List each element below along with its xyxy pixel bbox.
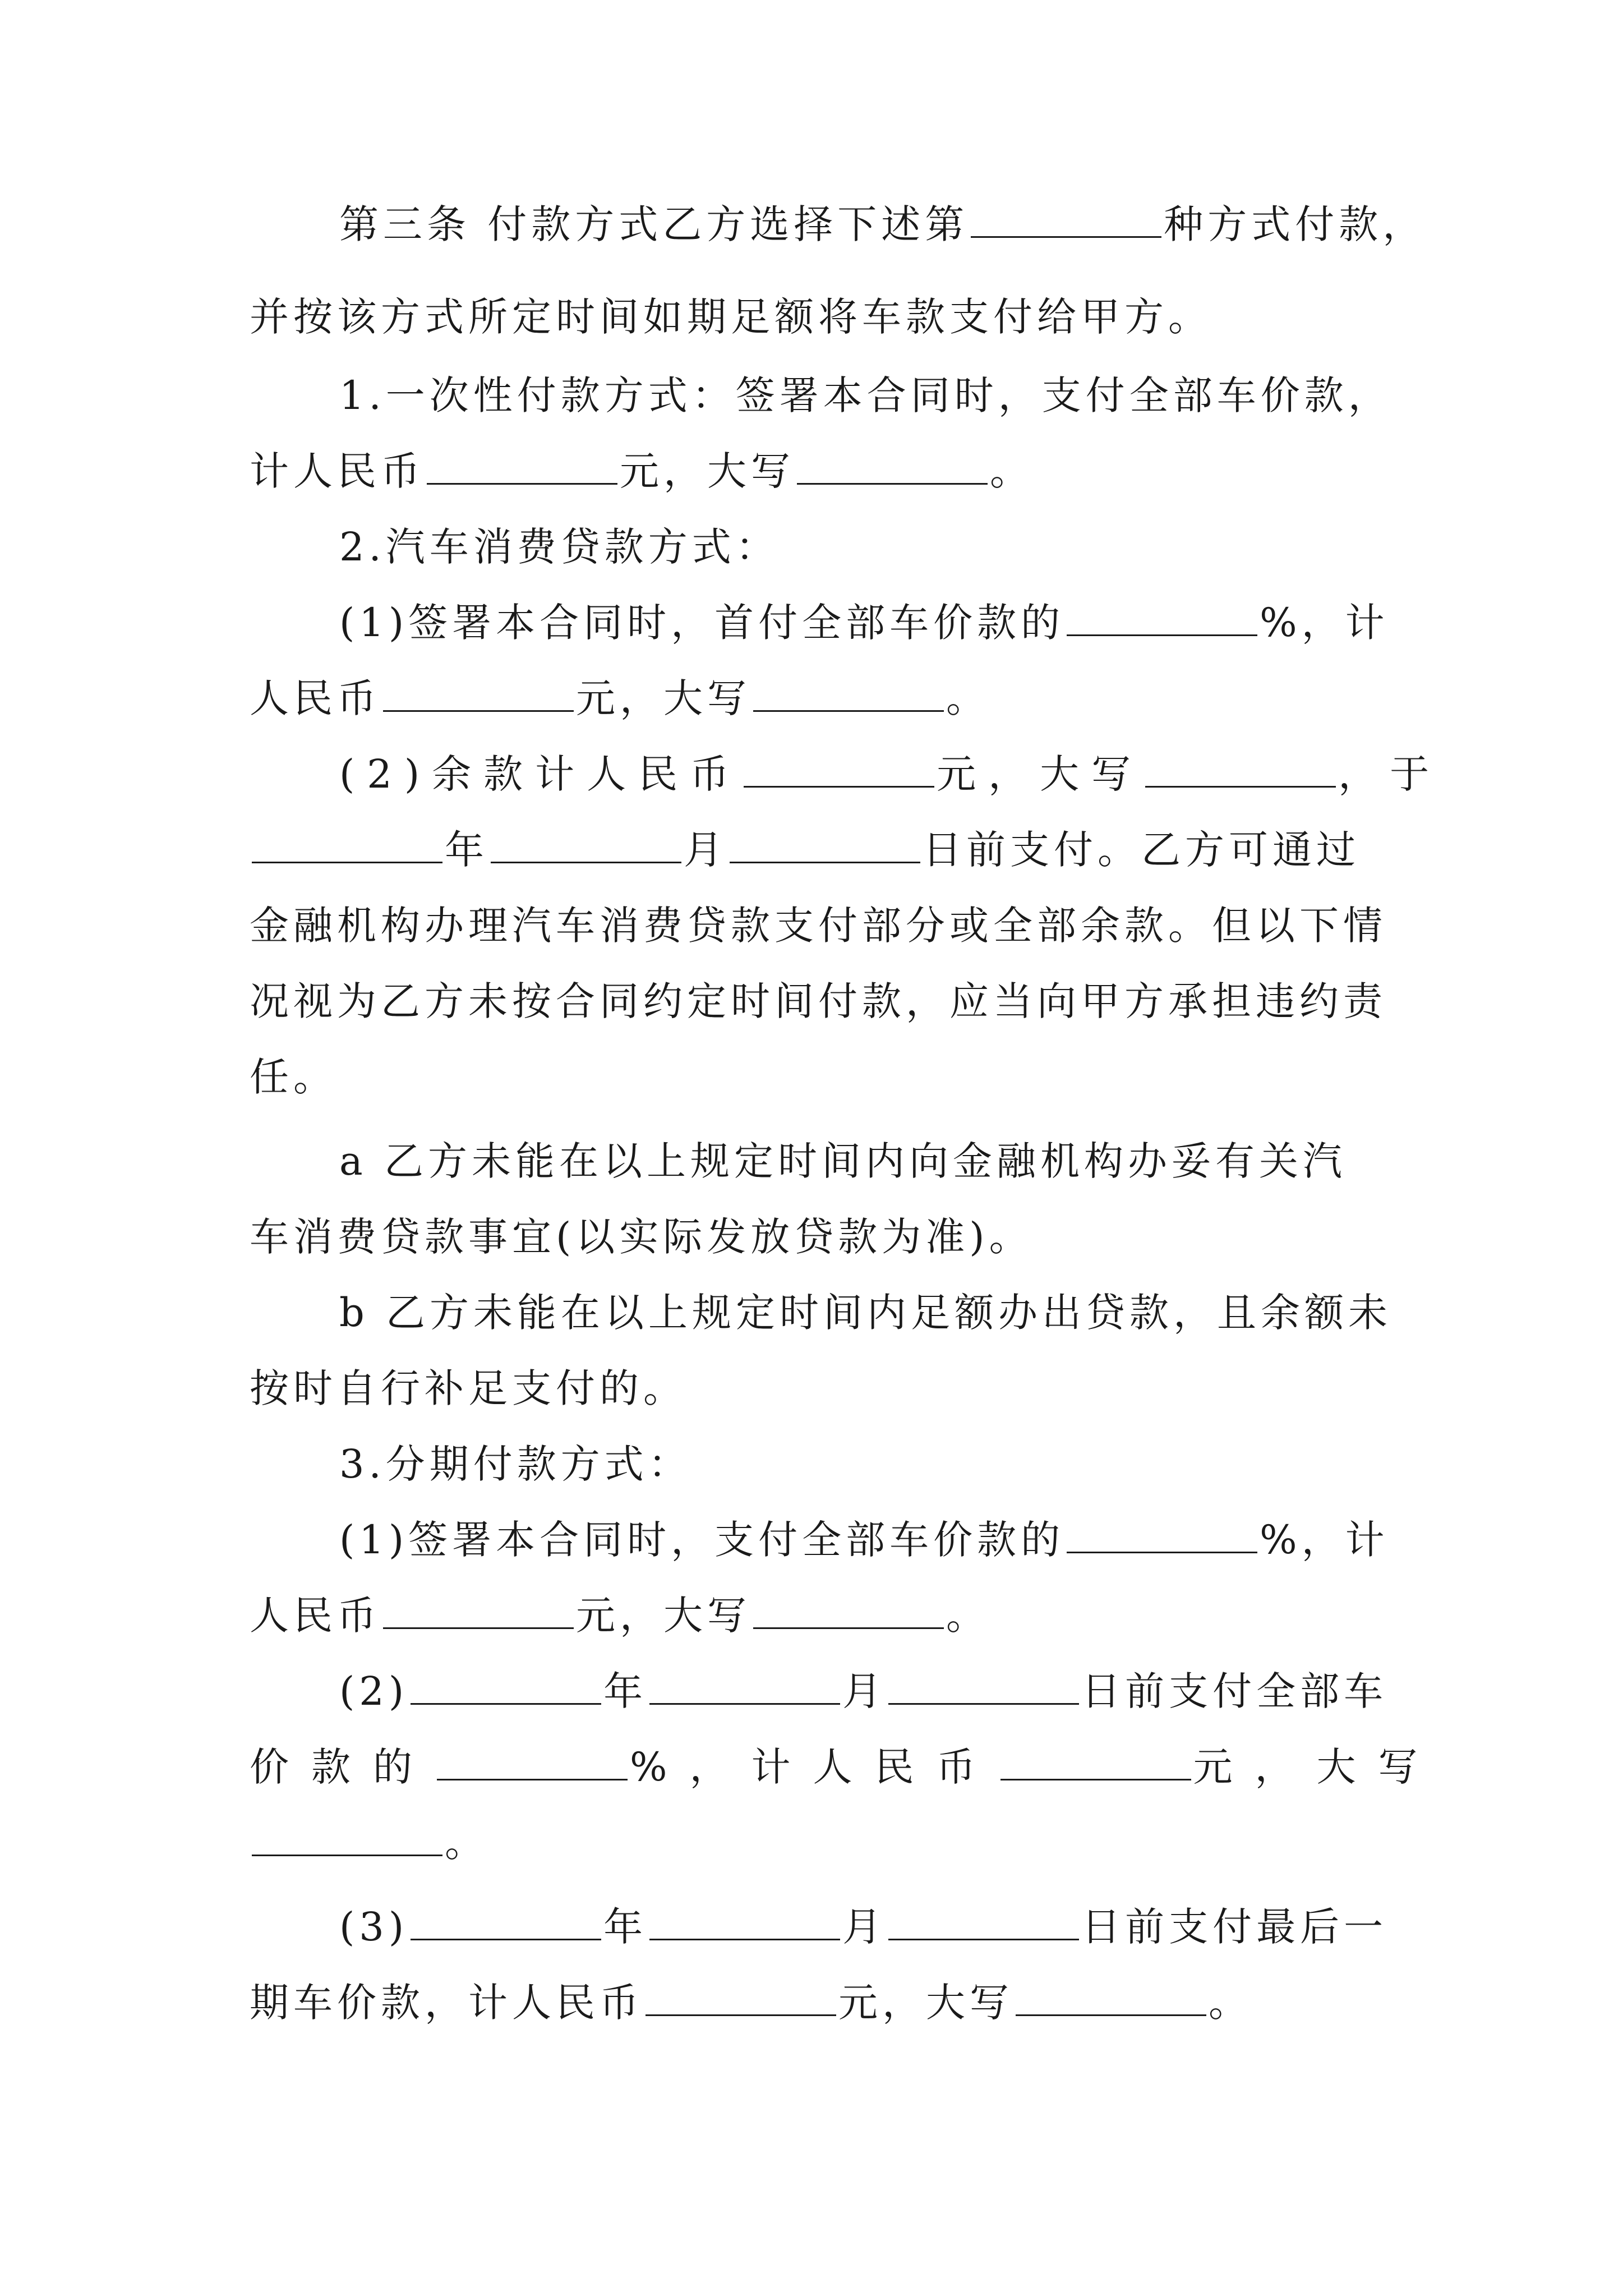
text-segment: 日前支付最后一: [1081, 1904, 1388, 1950]
paragraph-line: [250, 446, 1382, 496]
text-segment: (3): [339, 1904, 409, 1950]
text-segment: 。: [946, 1593, 990, 1639]
fill-blank[interactable]: [1067, 600, 1257, 636]
paragraph-line: [250, 292, 1382, 342]
paragraph-line: [339, 597, 1389, 648]
fill-blank[interactable]: [797, 448, 988, 485]
paragraph-line: [250, 1977, 1382, 2028]
text-segment: 人民币: [250, 1593, 381, 1639]
text-segment: 车消费贷款事宜(以实际发放贷款为准)。: [250, 1214, 1033, 1260]
text-segment: 元，大写: [620, 448, 795, 494]
fill-blank[interactable]: [753, 675, 944, 712]
text-segment: 计人民币: [250, 448, 425, 494]
fill-blank[interactable]: [383, 675, 574, 712]
fill-blank[interactable]: [411, 1904, 601, 1940]
paragraph-line: [250, 673, 1382, 724]
text-segment: (2): [339, 1668, 409, 1714]
fill-blank[interactable]: [1016, 1980, 1206, 2016]
text-segment: %，计人民币: [630, 1744, 998, 1790]
text-segment: 按时自行补足支付的。: [250, 1365, 687, 1411]
text-segment: 日前支付全部车: [1081, 1668, 1388, 1714]
text-segment: 。: [990, 448, 1034, 494]
paragraph-line: [250, 1212, 1382, 1262]
fill-blank[interactable]: [649, 1904, 840, 1940]
text-segment: 月: [842, 1904, 887, 1950]
fill-blank[interactable]: [888, 1904, 1079, 1940]
paragraph-line: [250, 1052, 1382, 1102]
text-segment: 年: [603, 1904, 648, 1950]
paragraph-line: [339, 1287, 1393, 1338]
text-segment: (1)签署本合同时，支付全部车价款的: [339, 1517, 1065, 1563]
text-segment: 1.一次性付款方式：签署本合同时，支付全部车价款，: [339, 372, 1392, 418]
text-segment: 月: [684, 827, 727, 873]
paragraph-line: [250, 1742, 1440, 1792]
text-segment: 日前支付。乙方可通过: [923, 827, 1360, 873]
paragraph-line: [339, 749, 1442, 799]
fill-blank[interactable]: [649, 1668, 840, 1705]
text-segment: 元，大写: [576, 1593, 751, 1639]
paragraph-line: [250, 1590, 1382, 1641]
text-segment: 元，大写: [937, 751, 1144, 797]
fill-blank[interactable]: [1067, 1517, 1257, 1553]
paragraph-line: [339, 1136, 1382, 1186]
fill-blank[interactable]: [491, 827, 681, 863]
text-segment: 元，大写: [838, 1980, 1013, 2026]
text-segment: 2.汽车消费贷款方式：: [339, 524, 780, 570]
paragraph-line: [339, 1515, 1389, 1565]
text-segment: 任。: [250, 1054, 337, 1100]
fill-blank[interactable]: [730, 827, 920, 863]
text-segment: 况视为乙方未按合同约定时间付款，应当向甲方承担违约责: [250, 978, 1387, 1024]
fill-blank[interactable]: [888, 1668, 1079, 1705]
text-segment: 期车价款，计人民币: [250, 1980, 643, 2026]
text-segment: %，计: [1260, 1517, 1389, 1563]
fill-blank[interactable]: [427, 448, 617, 485]
fill-blank[interactable]: [971, 201, 1161, 238]
fill-blank[interactable]: [383, 1593, 574, 1629]
paragraph-line: [250, 1363, 1382, 1414]
fill-blank[interactable]: [252, 827, 442, 863]
paragraph-line: [339, 1666, 1388, 1717]
fill-blank[interactable]: [437, 1744, 628, 1780]
text-segment: 年: [445, 827, 488, 873]
text-segment: (1)签署本合同时，首付全部车价款的: [339, 600, 1065, 646]
text-segment: 种方式付款，: [1164, 201, 1427, 247]
text-segment: 。: [946, 675, 990, 721]
text-segment: 月: [842, 1668, 887, 1714]
text-segment: a 乙方未能在以上规定时间内向金融机构办妥有关汽: [339, 1138, 1347, 1184]
text-segment: 3.分期付款方式：: [339, 1441, 692, 1487]
text-segment: 第三条 付款方式乙方选择下述第: [339, 201, 969, 247]
text-segment: 年: [603, 1668, 648, 1714]
text-segment: (2)余款计人民币: [339, 751, 742, 797]
fill-blank[interactable]: [744, 751, 934, 788]
paragraph-line: [250, 900, 1387, 951]
fill-blank[interactable]: [1145, 751, 1336, 788]
text-segment: %，计: [1260, 600, 1389, 646]
paragraph-line: [339, 199, 1427, 250]
text-segment: 价款的: [250, 1744, 435, 1790]
fill-blank[interactable]: [645, 1980, 836, 2016]
text-segment: 元，大写: [1193, 1744, 1440, 1790]
text-segment: b 乙方未能在以上规定时间内足额办出贷款，且余额未: [339, 1290, 1393, 1336]
paragraph-line: [250, 976, 1387, 1027]
paragraph-line: [339, 1902, 1388, 1952]
text-segment: 人民币: [250, 675, 381, 721]
text-segment: ，于: [1338, 751, 1442, 797]
text-segment: 。: [1209, 1980, 1252, 2026]
paragraph-line: [250, 825, 1382, 875]
text-segment: 金融机构办理汽车消费贷款支付部分或全部余款。但以下情: [250, 903, 1387, 949]
paragraph-line: [339, 1439, 1382, 1489]
fill-blank[interactable]: [252, 1820, 442, 1856]
paragraph-line: [339, 370, 1392, 421]
text-segment: 。: [445, 1820, 488, 1866]
paragraph-line: [339, 522, 1382, 572]
text-segment: 并按该方式所定时间如期足额将车款支付给甲方。: [250, 294, 1212, 340]
paragraph-line: [250, 1818, 1382, 1868]
text-segment: 元，大写: [576, 675, 751, 721]
fill-blank[interactable]: [1000, 1744, 1191, 1780]
fill-blank[interactable]: [411, 1668, 601, 1705]
fill-blank[interactable]: [753, 1593, 944, 1629]
